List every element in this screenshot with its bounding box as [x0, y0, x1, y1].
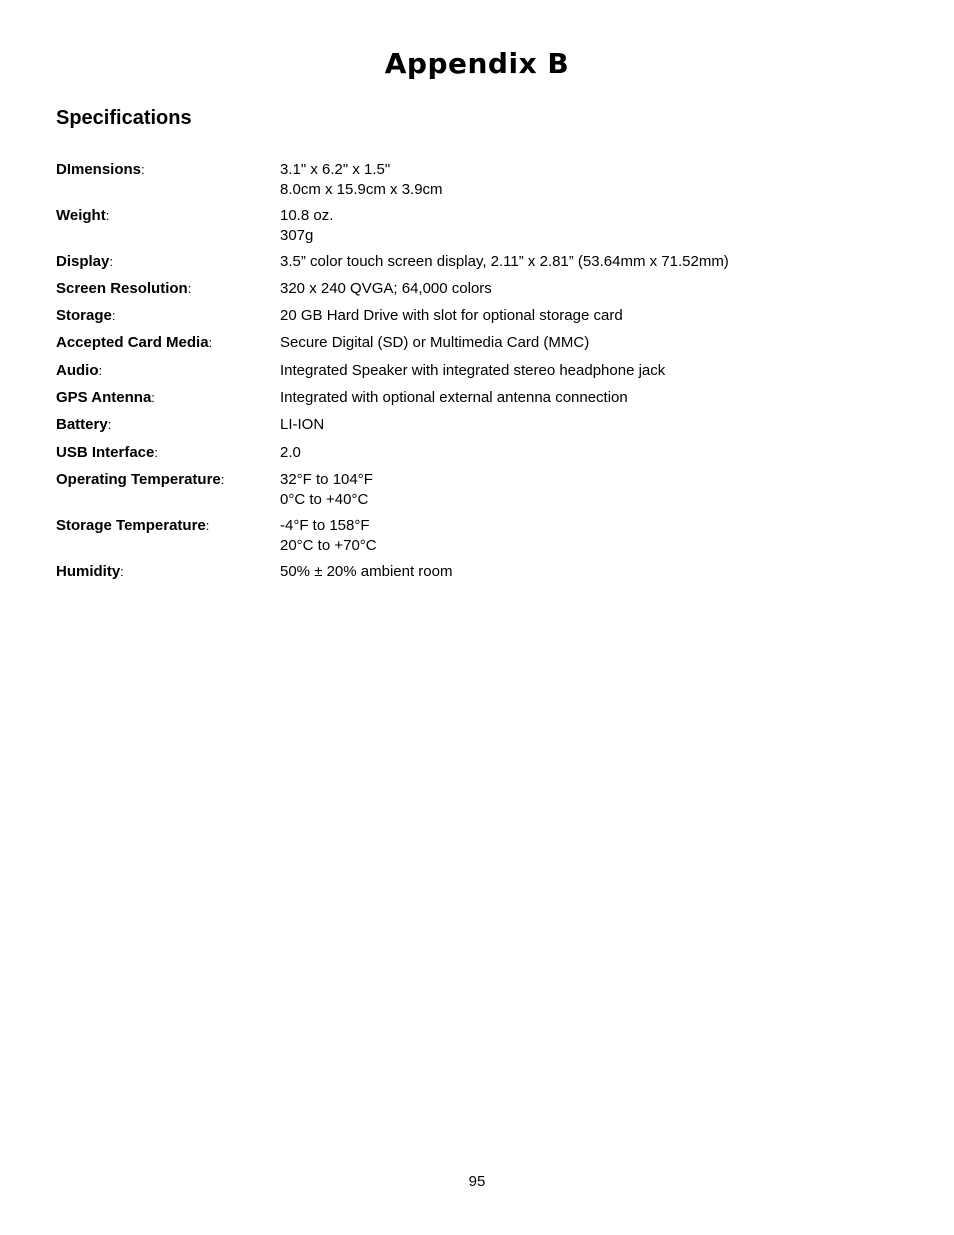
spec-label-text: Display — [56, 253, 110, 270]
spec-value — [280, 562, 916, 582]
specifications-list — [56, 160, 916, 589]
spec-label-text: Battery — [56, 416, 108, 433]
spec-label-text: Weight — [56, 207, 106, 224]
spec-label-text: Storage Temperature — [56, 517, 206, 534]
spec-value-line: Integrated Speaker with integrated stereo headphone jack — [280, 362, 666, 379]
spec-value-line: 3.1" x 6.2" x 1.5" — [280, 161, 391, 178]
spec-row-storage — [56, 306, 916, 333]
spec-label-text: Screen Resolution — [56, 280, 188, 297]
spec-value-line: 20 GB Hard Drive with slot for optional storage card — [280, 307, 623, 324]
spec-value — [280, 160, 916, 199]
spec-row-screen-resolution — [56, 279, 916, 306]
spec-value-line: 3.5” color touch screen display, 2.11” x 2.81” (53.64mm x 71.52mm) — [280, 253, 729, 270]
spec-row-accepted-card-media — [56, 333, 916, 361]
page-number: 95 — [468, 1173, 486, 1190]
spec-value-line: Integrated with optional external antenna connection — [280, 389, 628, 406]
spec-value-line: 50% ± 20% ambient room — [280, 563, 453, 580]
spec-row-gps-antenna — [56, 388, 916, 415]
spec-label: Storage Temperature: — [56, 517, 210, 534]
page-title: Appendix B — [384, 47, 570, 80]
spec-value-line: 0°C to +40°C — [280, 490, 369, 508]
spec-value-line: 20°C to +70°C — [280, 536, 377, 554]
spec-label: GPS Antenna: — [56, 389, 155, 406]
spec-value — [280, 306, 916, 326]
spec-label-text: GPS Antenna — [56, 389, 152, 406]
spec-value-line: -4°F to 158°F — [280, 517, 370, 534]
spec-value — [280, 361, 916, 381]
spec-label: Weight: — [56, 207, 110, 224]
spec-label: Screen Resolution: — [56, 280, 192, 297]
spec-label-text: Humidity — [56, 563, 121, 580]
spec-row-audio — [56, 361, 916, 388]
spec-label-text: USB Interface — [56, 444, 155, 461]
spec-value-line: 320 x 240 QVGA; 64,000 colors — [280, 280, 492, 297]
spec-value — [280, 333, 916, 353]
spec-label-text: DImensions — [56, 161, 142, 178]
spec-label: Storage: — [56, 307, 116, 324]
spec-value — [280, 443, 916, 463]
spec-label-text: Operating Temperature — [56, 471, 221, 488]
spec-label: Humidity: — [56, 563, 124, 580]
spec-row-humidity — [56, 562, 916, 589]
spec-value-line: LI-ION — [280, 416, 325, 433]
spec-row-storage-temperature — [56, 516, 916, 562]
spec-label: Display: — [56, 253, 113, 270]
spec-value — [280, 206, 916, 245]
spec-value-line: 307g — [280, 226, 314, 244]
spec-label: DImensions: — [56, 161, 145, 178]
spec-label: Operating Temperature: — [56, 471, 225, 488]
spec-value-line: 10.8 oz. — [280, 207, 334, 224]
spec-value — [280, 415, 916, 435]
spec-value-line: 2.0 — [280, 444, 301, 461]
spec-label-text: Accepted Card Media — [56, 334, 209, 351]
spec-label: Battery: — [56, 416, 112, 433]
spec-row-display — [56, 252, 916, 279]
spec-value — [280, 470, 916, 509]
spec-value — [280, 279, 916, 299]
spec-row-dimensions — [56, 160, 916, 206]
spec-label-text: Audio — [56, 362, 99, 379]
spec-row-operating-temperature — [56, 470, 916, 516]
spec-value-line: 8.0cm x 15.9cm x 3.9cm — [280, 180, 443, 198]
spec-value — [280, 516, 916, 555]
spec-label: Audio: — [56, 362, 103, 379]
spec-value-line: Secure Digital (SD) or Multimedia Card (MMC) — [280, 334, 590, 351]
spec-row-usb-interface — [56, 443, 916, 470]
spec-label-text: Storage — [56, 307, 112, 324]
spec-value — [280, 252, 916, 272]
section-heading: Specifications — [56, 107, 192, 129]
spec-value — [280, 388, 916, 408]
spec-label: USB Interface: — [56, 444, 158, 461]
spec-value-line: 32°F to 104°F — [280, 471, 373, 488]
spec-row-weight — [56, 206, 916, 252]
spec-label: Accepted Card Media: — [56, 334, 213, 351]
spec-row-battery — [56, 415, 916, 443]
